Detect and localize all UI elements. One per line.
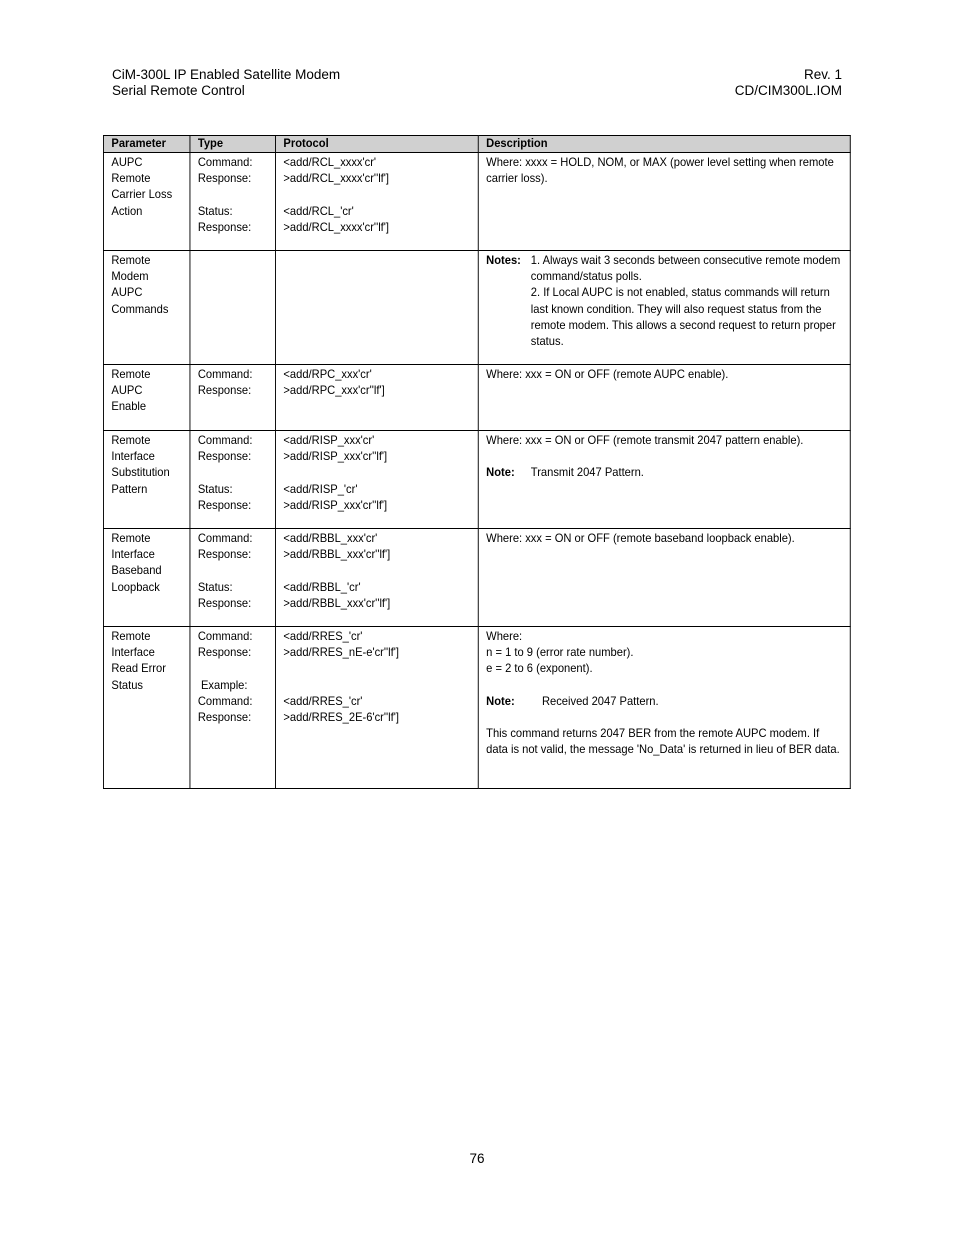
note-text: Transmit 2047 Pattern.: [530, 465, 644, 480]
notes-body: [531, 252, 843, 349]
table-row: [103, 627, 850, 789]
note-item: 1. Always wait 3 seconds between consecutive remote modem command/status polls.: [530, 253, 841, 284]
type-line: Response:: [197, 383, 252, 398]
column-header-description: Description: [478, 136, 850, 153]
section-title: Serial Remote Control: [112, 83, 245, 98]
protocol-line: <add/RRES_'cr': [283, 629, 363, 643]
protocol-cell: [276, 431, 479, 529]
protocol-line: [283, 660, 470, 676]
protocol-line: <add/RPC_xxx'cr': [283, 367, 372, 381]
notes-label: Notes:: [486, 253, 521, 267]
description-line: Where:: [486, 629, 523, 643]
protocol-line: >add/RBBL_xxx'cr''lf']: [283, 595, 391, 610]
document-code: CD/CIM300L.IOM: [734, 83, 842, 98]
table-row: [103, 365, 850, 431]
protocol-cell: [276, 627, 479, 789]
spacer-line: [486, 448, 842, 464]
parameter-line: AUPC: [111, 285, 143, 300]
spacer-line: [486, 709, 842, 725]
type-line: Response:: [197, 645, 252, 660]
protocol-line: [283, 562, 470, 578]
parameter-cell: [103, 153, 189, 251]
parameter-line: Commands: [111, 301, 169, 316]
protocol-line: >add/RCL_xxxx'cr''lf']: [283, 219, 390, 234]
parameter-cell: [103, 251, 189, 365]
type-line: Command:: [197, 433, 253, 447]
table-row: [103, 529, 850, 627]
document-header-right: [735, 67, 842, 99]
protocol-line: >add/RRES_nE-e'cr''lf']: [283, 645, 399, 660]
parameter-line: Enable: [111, 399, 147, 414]
protocol-line: [283, 464, 470, 480]
type-line: [198, 464, 268, 480]
type-cell: [190, 365, 276, 431]
parameter-cell: [103, 627, 189, 789]
protocol-cell: [276, 251, 479, 365]
description-cell: [478, 627, 850, 789]
note-block: [486, 464, 842, 480]
notes-block: [486, 252, 842, 349]
protocol-cell: [276, 365, 479, 431]
spacer-line: [486, 677, 842, 693]
parameter-line: Interface: [111, 645, 155, 660]
note-label: Note:: [486, 693, 515, 708]
protocol-line: <add/RRES_'cr': [283, 693, 363, 708]
type-line: [198, 660, 268, 676]
column-header-parameter: Parameter: [103, 136, 189, 153]
revision-label: Rev. 1: [803, 67, 842, 82]
parameter-line: Action: [111, 203, 143, 218]
protocol-line: <add/RCL_xxxx'cr': [283, 155, 377, 169]
note-text: Received 2047 Pattern.: [541, 693, 659, 708]
type-line: Response:: [197, 219, 252, 234]
note-label: Note:: [486, 465, 515, 480]
protocol-line: <add/RBBL_'cr': [283, 579, 361, 594]
table-row: [103, 251, 850, 365]
description-cell: [478, 153, 850, 251]
type-line: Status:: [197, 481, 233, 496]
type-line: [198, 186, 268, 202]
protocol-cell: [276, 529, 479, 627]
protocol-line: [283, 186, 470, 202]
page-number: 76: [469, 1151, 485, 1166]
type-line: Response:: [197, 497, 252, 512]
description-text: This command returns 2047 BER from the remote AUPC modem. If data is not valid, the message 'No_Data' is returned in lieu of BER data.: [486, 726, 840, 757]
parameter-line: AUPC: [111, 155, 143, 169]
parameter-line: Modem: [111, 269, 149, 284]
parameter-line: Interface: [111, 547, 155, 562]
parameter-line: Substitution: [111, 465, 170, 480]
type-cell: [190, 153, 276, 251]
table-row: [103, 431, 850, 529]
type-line: [198, 562, 268, 578]
protocol-line: >add/RPC_xxx'cr''lf']: [283, 383, 385, 398]
type-line: Response:: [197, 171, 252, 186]
parameter-line: Loopback: [111, 579, 160, 594]
table-row: [103, 153, 850, 251]
protocol-line: <add/RISP_'cr': [283, 481, 358, 496]
protocol-line: >add/RCL_xxxx'cr''lf']: [283, 171, 390, 186]
parameter-line: Status: [111, 677, 144, 692]
parameter-line: Remote: [111, 531, 151, 545]
type-cell: [190, 627, 276, 789]
type-line: Response:: [197, 710, 252, 724]
command-table: [103, 135, 851, 789]
column-header-type: Type: [190, 136, 276, 153]
description-line: e = 2 to 6 (exponent).: [486, 661, 593, 676]
type-line: Command:: [197, 629, 253, 643]
parameter-line: Pattern: [111, 481, 148, 496]
parameter-line: Remote: [111, 253, 151, 267]
type-cell: [190, 431, 276, 529]
parameter-line: Remote: [111, 367, 151, 381]
description-cell: [478, 365, 850, 431]
parameter-line: Carrier Loss: [111, 187, 173, 202]
parameter-line: Remote: [111, 171, 151, 186]
note-block: [486, 693, 842, 709]
type-line: Status:: [197, 579, 233, 594]
protocol-line: >add/RISP_xxx'cr''lf']: [283, 449, 388, 464]
note-item: 2. If Local AUPC is not enabled, status commands will return last known condition. They will also request status from the remote modem. This allows a second request to return proper status.: [530, 285, 836, 349]
type-line: Command:: [197, 531, 253, 545]
type-line: Response:: [197, 595, 252, 610]
type-line: Command:: [197, 367, 253, 381]
type-line: Response:: [197, 547, 252, 562]
description-cell: [478, 529, 850, 627]
protocol-line: >add/RBBL_xxx'cr''lf']: [283, 547, 391, 562]
parameter-cell: [103, 529, 189, 627]
description-text: Where: xxx = ON or OFF (remote AUPC enable).: [486, 367, 729, 381]
protocol-line: <add/RBBL_xxx'cr': [283, 531, 378, 545]
table-header-row: [103, 136, 850, 153]
description-cell: [478, 431, 850, 529]
protocol-line: >add/RRES_2E-6'cr''lf']: [283, 709, 399, 724]
protocol-line: [283, 677, 470, 693]
type-cell: [190, 251, 276, 365]
parameter-cell: [103, 365, 189, 431]
parameter-line: Remote: [111, 629, 151, 643]
parameter-line: Interface: [111, 449, 155, 464]
document-header-left: [112, 67, 340, 99]
description-text: Where: xxx = ON or OFF (remote transmit 2047 pattern enable).: [486, 433, 804, 447]
parameter-line: Baseband: [111, 563, 162, 578]
description-line: n = 1 to 9 (error rate number).: [486, 645, 634, 660]
protocol-line: <add/RISP_xxx'cr': [283, 433, 375, 447]
document-title: CiM-300L IP Enabled Satellite Modem: [112, 67, 341, 82]
parameter-line: AUPC: [111, 383, 143, 398]
parameter-line: Remote: [111, 433, 151, 447]
type-line: Command:: [197, 693, 253, 708]
protocol-line: >add/RISP_xxx'cr''lf']: [283, 497, 388, 512]
type-line: Status:: [197, 203, 233, 218]
type-line: Command:: [197, 155, 253, 169]
type-line: Response:: [197, 449, 252, 464]
column-header-protocol: Protocol: [276, 136, 479, 153]
protocol-line: <add/RCL_'cr': [283, 203, 354, 218]
description-text: Where: xxxx = HOLD, NOM, or MAX (power level setting when remote carrier loss).: [486, 155, 834, 186]
description-text: Where: xxx = ON or OFF (remote baseband loopback enable).: [486, 531, 795, 545]
protocol-cell: [276, 153, 479, 251]
type-cell: [190, 529, 276, 627]
description-cell: [478, 251, 850, 365]
type-line: Example:: [197, 677, 248, 692]
parameter-line: Read Error: [111, 661, 166, 676]
parameter-cell: [103, 431, 189, 529]
